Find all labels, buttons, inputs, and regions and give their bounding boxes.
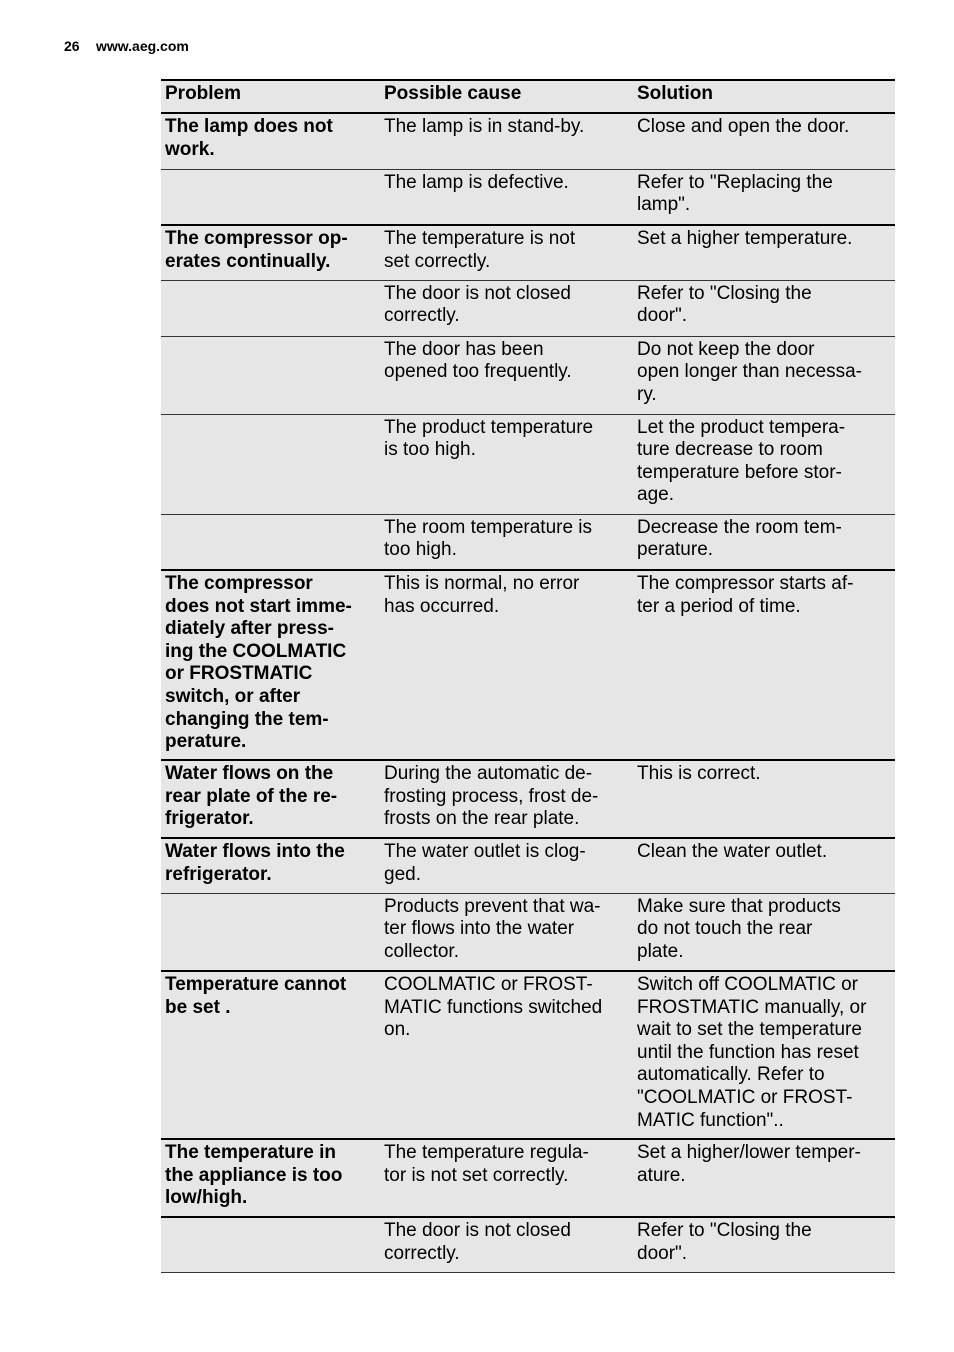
solution-cell: Switch off COOLMATIC or FROSTMATIC manually, or wait to set the temperature until the function has reset automatically. Refer to "COOLMATIC or FROST- MATIC function".. bbox=[637, 974, 867, 1131]
troubleshooting-table bbox=[161, 79, 895, 1273]
cause-cell: The lamp is in stand-by. bbox=[384, 116, 585, 137]
cause-cell: The door is not closed correctly. bbox=[384, 1220, 571, 1264]
cause-cell: The door is not closed correctly. bbox=[384, 282, 571, 327]
table-row bbox=[161, 1217, 895, 1272]
table-row bbox=[161, 280, 895, 336]
problem-cell bbox=[161, 169, 380, 225]
table-row bbox=[161, 838, 895, 893]
table-row bbox=[161, 414, 895, 514]
table-row bbox=[161, 893, 895, 971]
solution-cell: Refer to "Replacing the lamp". bbox=[637, 171, 833, 216]
solution-cell: Let the product tempera- ture decrease to room temperature before stor- age. bbox=[637, 416, 846, 506]
table-row bbox=[161, 113, 895, 169]
solution-cell: Set a higher/lower temper- ature. bbox=[637, 1142, 861, 1186]
solution-cell: Close and open the door. bbox=[637, 116, 850, 137]
table-row bbox=[161, 169, 895, 225]
solution-cell: Refer to "Closing the door". bbox=[637, 1220, 812, 1264]
problem-cell: The temperature in the appliance is too low/high. bbox=[165, 1142, 343, 1209]
page-header bbox=[64, 38, 189, 54]
cause-cell: The temperature regula- tor is not set correctly. bbox=[384, 1142, 589, 1186]
column-header-solution: Solution bbox=[637, 83, 713, 104]
solution-cell: The compressor starts af- ter a period of time. bbox=[637, 573, 854, 617]
solution-cell: Make sure that products do not touch the rear plate. bbox=[637, 895, 841, 962]
problem-cell: The compressor does not start imme- diately after press- ing the COOLMATIC or FROSTMATIC switch, or after changing the tem- perature. bbox=[165, 573, 352, 753]
problem-cell: The compressor op- erates continually. bbox=[165, 228, 348, 272]
solution-cell: Refer to "Closing the door". bbox=[637, 282, 812, 327]
cause-cell: The water outlet is clog- ged. bbox=[384, 841, 586, 885]
problem-cell: Temperature cannot be set . bbox=[165, 974, 347, 1018]
problem-cell bbox=[161, 1217, 380, 1272]
solution-cell: Do not keep the door open longer than necessa- ry. bbox=[637, 338, 862, 405]
cause-cell: The product temperature is too high. bbox=[384, 416, 594, 461]
table-row bbox=[161, 760, 895, 838]
solution-cell: This is correct. bbox=[637, 763, 761, 784]
cause-cell: This is normal, no error has occurred. bbox=[384, 573, 580, 617]
table-row bbox=[161, 514, 895, 570]
problem-cell bbox=[161, 336, 380, 414]
site-url: www.aeg.com bbox=[96, 38, 189, 54]
cause-cell: The temperature is not set correctly. bbox=[384, 228, 576, 272]
cause-cell: The door has been opened too frequently. bbox=[384, 338, 572, 383]
problem-cell bbox=[161, 514, 380, 570]
problem-cell: Water flows on the rear plate of the re- frigerator. bbox=[165, 763, 338, 830]
column-header-problem: Problem bbox=[165, 83, 242, 104]
problem-cell bbox=[161, 893, 380, 971]
table-row bbox=[161, 570, 895, 760]
column-header-cause: Possible cause bbox=[384, 83, 522, 104]
solution-cell: Clean the water outlet. bbox=[637, 841, 828, 862]
table-row bbox=[161, 971, 895, 1139]
solution-cell: Set a higher temperature. bbox=[637, 228, 853, 249]
table-row bbox=[161, 225, 895, 280]
problem-cell: The lamp does not work. bbox=[165, 116, 333, 160]
cause-cell: During the automatic de- frosting process, frost de- frosts on the rear plate. bbox=[384, 763, 599, 830]
table-row bbox=[161, 1139, 895, 1217]
table-header-row bbox=[161, 80, 895, 113]
problem-cell bbox=[161, 414, 380, 514]
cause-cell: COOLMATIC or FROST- MATIC functions switched on. bbox=[384, 974, 603, 1041]
table-row bbox=[161, 336, 895, 414]
page-number: 26 bbox=[64, 38, 80, 54]
solution-cell: Decrease the room tem- perature. bbox=[637, 516, 842, 561]
problem-cell bbox=[161, 280, 380, 336]
cause-cell: The room temperature is too high. bbox=[384, 516, 593, 561]
problem-cell: Water flows into the refrigerator. bbox=[165, 841, 345, 885]
cause-cell: The lamp is defective. bbox=[384, 171, 569, 193]
cause-cell: Products prevent that wa- ter flows into the water collector. bbox=[384, 895, 601, 962]
